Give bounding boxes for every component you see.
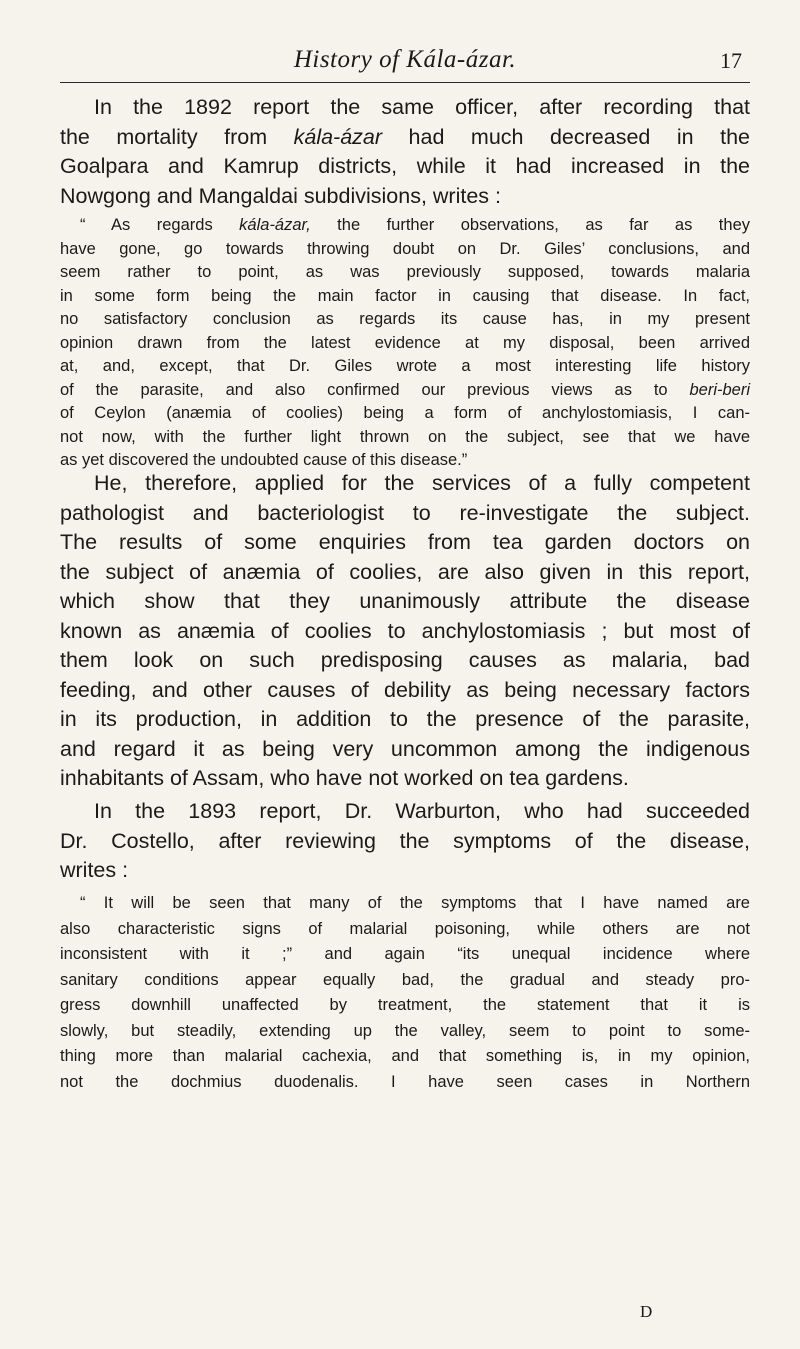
running-header xyxy=(60,42,750,83)
quote-line: at, and, except, that Dr. Giles wrote a most interesting life history xyxy=(60,357,750,375)
text-line: in its production, in addition to the presence of the parasite, xyxy=(60,707,750,731)
quote-line: in some form being the main factor in causing that disease. In fact, xyxy=(60,286,750,305)
text-line: writes : xyxy=(60,858,129,882)
text-line: and regard it as being very uncommon among the indigenous xyxy=(60,736,750,761)
text-line: feeding, and other causes of debility as being necessary factors xyxy=(60,677,750,702)
running-title: History of Kála-ázar. xyxy=(293,46,517,73)
quote-line: of the parasite, and also confirmed our previous views as to beri-beri xyxy=(60,380,750,399)
page-number: 17 xyxy=(720,48,742,73)
text-line: The results of some enquiries from tea garden doctors on xyxy=(60,530,750,554)
quote-line: seem rather to point, as was previously supposed, towards malaria xyxy=(60,263,750,281)
paragraph-1 xyxy=(60,93,750,211)
quote-line: as yet discovered the undoubted cause of this disease.” xyxy=(60,451,468,469)
quote-line: gress downhill unaffected by treatment, the statement that it is xyxy=(60,996,750,1014)
text-line: Nowgong and Mangaldai subdivisions, writes : xyxy=(60,183,501,208)
text-line: In the 1893 report, Dr. Warburton, who had succeeded xyxy=(94,799,750,823)
paragraph-3 xyxy=(60,797,750,886)
paragraph-2 xyxy=(60,469,750,794)
quote-line: thing more than malarial cachexia, and that something is, in my opinion, xyxy=(60,1047,750,1065)
quote-line: not the dochmius duodenalis. I have seen cases in Northern xyxy=(60,1072,750,1091)
quote-line: inconsistent with it ;” and again “its unequal incidence where xyxy=(60,945,750,963)
signature-mark: D xyxy=(640,1302,653,1321)
quotation-1 xyxy=(60,214,750,473)
text-line: known as anæmia of coolies to anchylostomiasis ; but most of xyxy=(60,618,750,643)
quote-line: slowly, but steadily, extending up the valley, seem to point to some- xyxy=(60,1021,750,1040)
text-line: pathologist and bacteriologist to re-investigate the subject. xyxy=(60,500,750,525)
quote-line: “ It will be seen that many of the symptoms that I have named are xyxy=(80,894,750,912)
text-line: Dr. Costello, after reviewing the symptoms of the disease, xyxy=(60,828,750,853)
quote-line: no satisfactory conclusion as regards its cause has, in my present xyxy=(60,310,750,328)
quote-line: also characteristic signs of malarial poisoning, while others are not xyxy=(60,919,750,938)
quote-line: not now, with the further light thrown on the subject, see that we have xyxy=(60,427,750,446)
text-line: He, therefore, applied for the services of a fully competent xyxy=(94,471,750,495)
quote-line: of Ceylon (anæmia of coolies) being a form of anchylostomiasis, I can- xyxy=(60,404,750,422)
text-line: the subject of anæmia of coolies, are also given in this report, xyxy=(60,559,750,584)
text-line: them look on such predisposing causes as malaria, bad xyxy=(60,648,750,672)
quote-line: opinion drawn from the latest evidence at my disposal, been arrived xyxy=(60,333,750,352)
text-line: the mortality from kála-ázar had much decreased in the xyxy=(60,124,750,149)
text-line: In the 1892 report the same officer, after recording that xyxy=(94,95,750,119)
text-line: inhabitants of Assam, who have not worked on tea gardens. xyxy=(60,766,629,790)
quote-line: sanitary conditions appear equally bad, the gradual and steady pro- xyxy=(60,970,750,989)
text-line: which show that they unanimously attribute the disease xyxy=(60,589,750,613)
quote-line: have gone, go towards throwing doubt on Dr. Giles’ conclusions, and xyxy=(60,239,750,258)
text-line: Goalpara and Kamrup districts, while it had increased in the xyxy=(60,154,750,178)
quotation-2 xyxy=(60,891,750,1095)
quote-line: “ As regards kála-ázar, the further observations, as far as they xyxy=(80,216,750,234)
